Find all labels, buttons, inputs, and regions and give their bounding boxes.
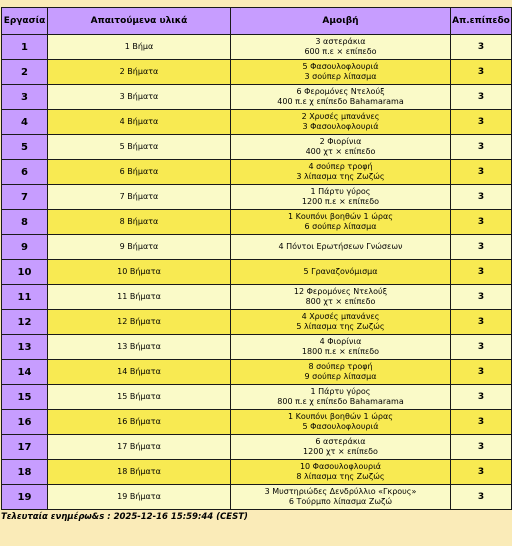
required-level-cell: 3 xyxy=(451,485,512,510)
reward-line: 3 Φασουλοφλουριά xyxy=(302,122,379,131)
table-row xyxy=(2,385,512,410)
reward-line: 5 Γραναζονόμισμα xyxy=(303,267,378,276)
reward-cell xyxy=(231,185,451,210)
required-materials-cell: 6 Βήματα xyxy=(48,160,231,185)
reward-cell xyxy=(231,385,451,410)
task-number: 19 xyxy=(2,485,48,510)
table-row xyxy=(2,60,512,85)
reward-cell xyxy=(231,35,451,60)
table-row xyxy=(2,410,512,435)
reward-cell xyxy=(231,485,451,510)
reward-cell xyxy=(231,335,451,360)
required-level-cell: 3 xyxy=(451,460,512,485)
reward-line: 800 π.ε χ επίπεδο Bahamarama xyxy=(277,397,404,406)
required-level-cell: 3 xyxy=(451,185,512,210)
reward-line: 3 Μυστηριώδες Δενδρύλλιο «Γκρους» xyxy=(264,487,417,496)
reward-line: 4 σούπερ τροφή xyxy=(308,162,373,171)
header-required-materials: Απαιτούμενα υλικά xyxy=(48,8,231,35)
reward-line: 1 Πάρτυ γύρος xyxy=(310,187,371,196)
reward-line: 3 αστεράκια xyxy=(315,37,366,46)
required-level-cell: 3 xyxy=(451,135,512,160)
tasks-table-body xyxy=(2,35,512,510)
reward-line: 10 Φασουλοφλουριά xyxy=(299,462,382,471)
task-number: 15 xyxy=(2,385,48,410)
table-row xyxy=(2,185,512,210)
reward-cell xyxy=(231,310,451,335)
task-number: 6 xyxy=(2,160,48,185)
required-level-cell: 3 xyxy=(451,210,512,235)
required-level-cell: 3 xyxy=(451,385,512,410)
required-level-cell: 3 xyxy=(451,35,512,60)
reward-cell xyxy=(231,260,451,285)
reward-line: 1200 π.ε × επίπεδο xyxy=(301,197,380,206)
required-materials-cell: 19 Βήματα xyxy=(48,485,231,510)
reward-line: 4 Χρυσές μπανάνες xyxy=(301,312,380,321)
required-level-cell: 3 xyxy=(451,410,512,435)
required-level-cell: 3 xyxy=(451,435,512,460)
required-materials-cell: 11 Βήματα xyxy=(48,285,231,310)
task-number: 9 xyxy=(2,235,48,260)
reward-line: 8 λίπασμα της Ζωζώς xyxy=(296,472,385,481)
required-level-cell: 3 xyxy=(451,285,512,310)
task-number: 10 xyxy=(2,260,48,285)
reward-line: 6 αστεράκια xyxy=(315,437,366,446)
reward-line: 5 Φασουλοφλουριά xyxy=(302,62,379,71)
reward-line: 9 σούπερ λίπασμα xyxy=(304,372,377,381)
task-number: 1 xyxy=(2,35,48,60)
table-row xyxy=(2,285,512,310)
required-level-cell: 3 xyxy=(451,310,512,335)
header-task: Εργασία xyxy=(2,8,48,35)
table-row xyxy=(2,135,512,160)
reward-line: 6 σούπερ λίπασμα xyxy=(304,222,377,231)
task-number: 14 xyxy=(2,360,48,385)
task-number: 4 xyxy=(2,110,48,135)
required-materials-cell: 17 Βήματα xyxy=(48,435,231,460)
required-level-cell: 3 xyxy=(451,110,512,135)
table-row xyxy=(2,360,512,385)
reward-line: 3 λίπασμα της Ζωζώς xyxy=(296,172,385,181)
reward-line: 3 σούπερ λίπασμα xyxy=(304,72,377,81)
reward-line: 600 π.ε × επίπεδο xyxy=(304,47,377,56)
table-row xyxy=(2,35,512,60)
reward-line: 2 Χρυσές μπανάνες xyxy=(301,112,380,121)
reward-cell xyxy=(231,110,451,135)
table-row xyxy=(2,210,512,235)
table-row xyxy=(2,160,512,185)
reward-line: 400 χτ × επίπεδο xyxy=(305,147,376,156)
required-materials-cell: 2 Βήματα xyxy=(48,60,231,85)
task-number: 18 xyxy=(2,460,48,485)
reward-cell xyxy=(231,160,451,185)
reward-line: 1200 χτ × επίπεδο xyxy=(303,447,378,456)
required-level-cell: 3 xyxy=(451,160,512,185)
table-row xyxy=(2,260,512,285)
table-row xyxy=(2,435,512,460)
reward-line: 400 π.ε χ επίπεδο Bahamarama xyxy=(277,97,404,106)
task-number: 3 xyxy=(2,85,48,110)
table-row xyxy=(2,110,512,135)
reward-line: 4 Πόντοι Ερωτήσεων Γνώσεων xyxy=(278,242,403,251)
reward-line: 5 Φασουλοφλουριά xyxy=(302,422,379,431)
reward-line: 5 λίπασμα της Ζωζώς xyxy=(296,322,385,331)
required-level-cell: 3 xyxy=(451,60,512,85)
reward-line: 1 Πάρτυ γύρος xyxy=(310,387,371,396)
table-row xyxy=(2,460,512,485)
reward-line: 12 Φερομόνες Ντελούξ xyxy=(293,287,388,296)
required-materials-cell: 12 Βήματα xyxy=(48,310,231,335)
last-updated-footer: Τελευταία ενημέρω&s : 2025-12-16 15:59:44 (CEST) xyxy=(1,512,248,522)
task-number: 11 xyxy=(2,285,48,310)
required-level-cell: 3 xyxy=(451,360,512,385)
required-materials-cell: 13 Βήματα xyxy=(48,335,231,360)
required-materials-cell: 9 Βήματα xyxy=(48,235,231,260)
reward-line: 1800 π.ε × επίπεδο xyxy=(301,347,380,356)
reward-line: 800 χτ × επίπεδο xyxy=(305,297,376,306)
reward-cell xyxy=(231,460,451,485)
required-level-cell: 3 xyxy=(451,85,512,110)
reward-line: 4 Φιορίνια xyxy=(319,337,362,346)
task-number: 2 xyxy=(2,60,48,85)
table-row xyxy=(2,485,512,510)
required-level-cell: 3 xyxy=(451,235,512,260)
task-number: 17 xyxy=(2,435,48,460)
reward-line: 6 Φερομόνες Ντελούξ xyxy=(296,87,385,96)
required-materials-cell: 18 Βήματα xyxy=(48,460,231,485)
task-number: 12 xyxy=(2,310,48,335)
task-number: 16 xyxy=(2,410,48,435)
reward-cell xyxy=(231,360,451,385)
reward-line: 8 σούπερ τροφή xyxy=(308,362,373,371)
table-row xyxy=(2,335,512,360)
task-number: 8 xyxy=(2,210,48,235)
required-level-cell: 3 xyxy=(451,260,512,285)
reward-line: 1 Κουπόνι βοηθών 1 ώρας xyxy=(288,212,393,221)
required-materials-cell: 10 Βήματα xyxy=(48,260,231,285)
reward-cell xyxy=(231,285,451,310)
table-header-row xyxy=(2,8,512,35)
required-materials-cell: 3 Βήματα xyxy=(48,85,231,110)
task-number: 5 xyxy=(2,135,48,160)
required-materials-cell: 15 Βήματα xyxy=(48,385,231,410)
reward-line: 2 Φιορίνια xyxy=(319,137,362,146)
reward-cell xyxy=(231,435,451,460)
required-materials-cell: 14 Βήματα xyxy=(48,360,231,385)
required-materials-cell: 5 Βήματα xyxy=(48,135,231,160)
header-reward: Αμοιβή xyxy=(231,8,451,35)
reward-line: 6 Τούρμπο λίπασμα Ζωζώ xyxy=(288,497,393,506)
reward-cell xyxy=(231,210,451,235)
reward-cell xyxy=(231,410,451,435)
required-materials-cell: 16 Βήματα xyxy=(48,410,231,435)
header-required-level: Απ.επίπεδο xyxy=(451,8,512,35)
required-materials-cell: 7 Βήματα xyxy=(48,185,231,210)
reward-cell xyxy=(231,85,451,110)
task-number: 7 xyxy=(2,185,48,210)
reward-line: 1 Κουπόνι βοηθών 1 ώρας xyxy=(288,412,393,421)
required-level-cell: 3 xyxy=(451,335,512,360)
table-row xyxy=(2,235,512,260)
required-materials-cell: 1 Βήμα xyxy=(48,35,231,60)
table-row xyxy=(2,85,512,110)
reward-cell xyxy=(231,135,451,160)
table-row xyxy=(2,310,512,335)
required-materials-cell: 4 Βήματα xyxy=(48,110,231,135)
reward-cell xyxy=(231,235,451,260)
required-materials-cell: 8 Βήματα xyxy=(48,210,231,235)
task-number: 13 xyxy=(2,335,48,360)
tasks-table xyxy=(1,7,512,510)
reward-cell xyxy=(231,60,451,85)
